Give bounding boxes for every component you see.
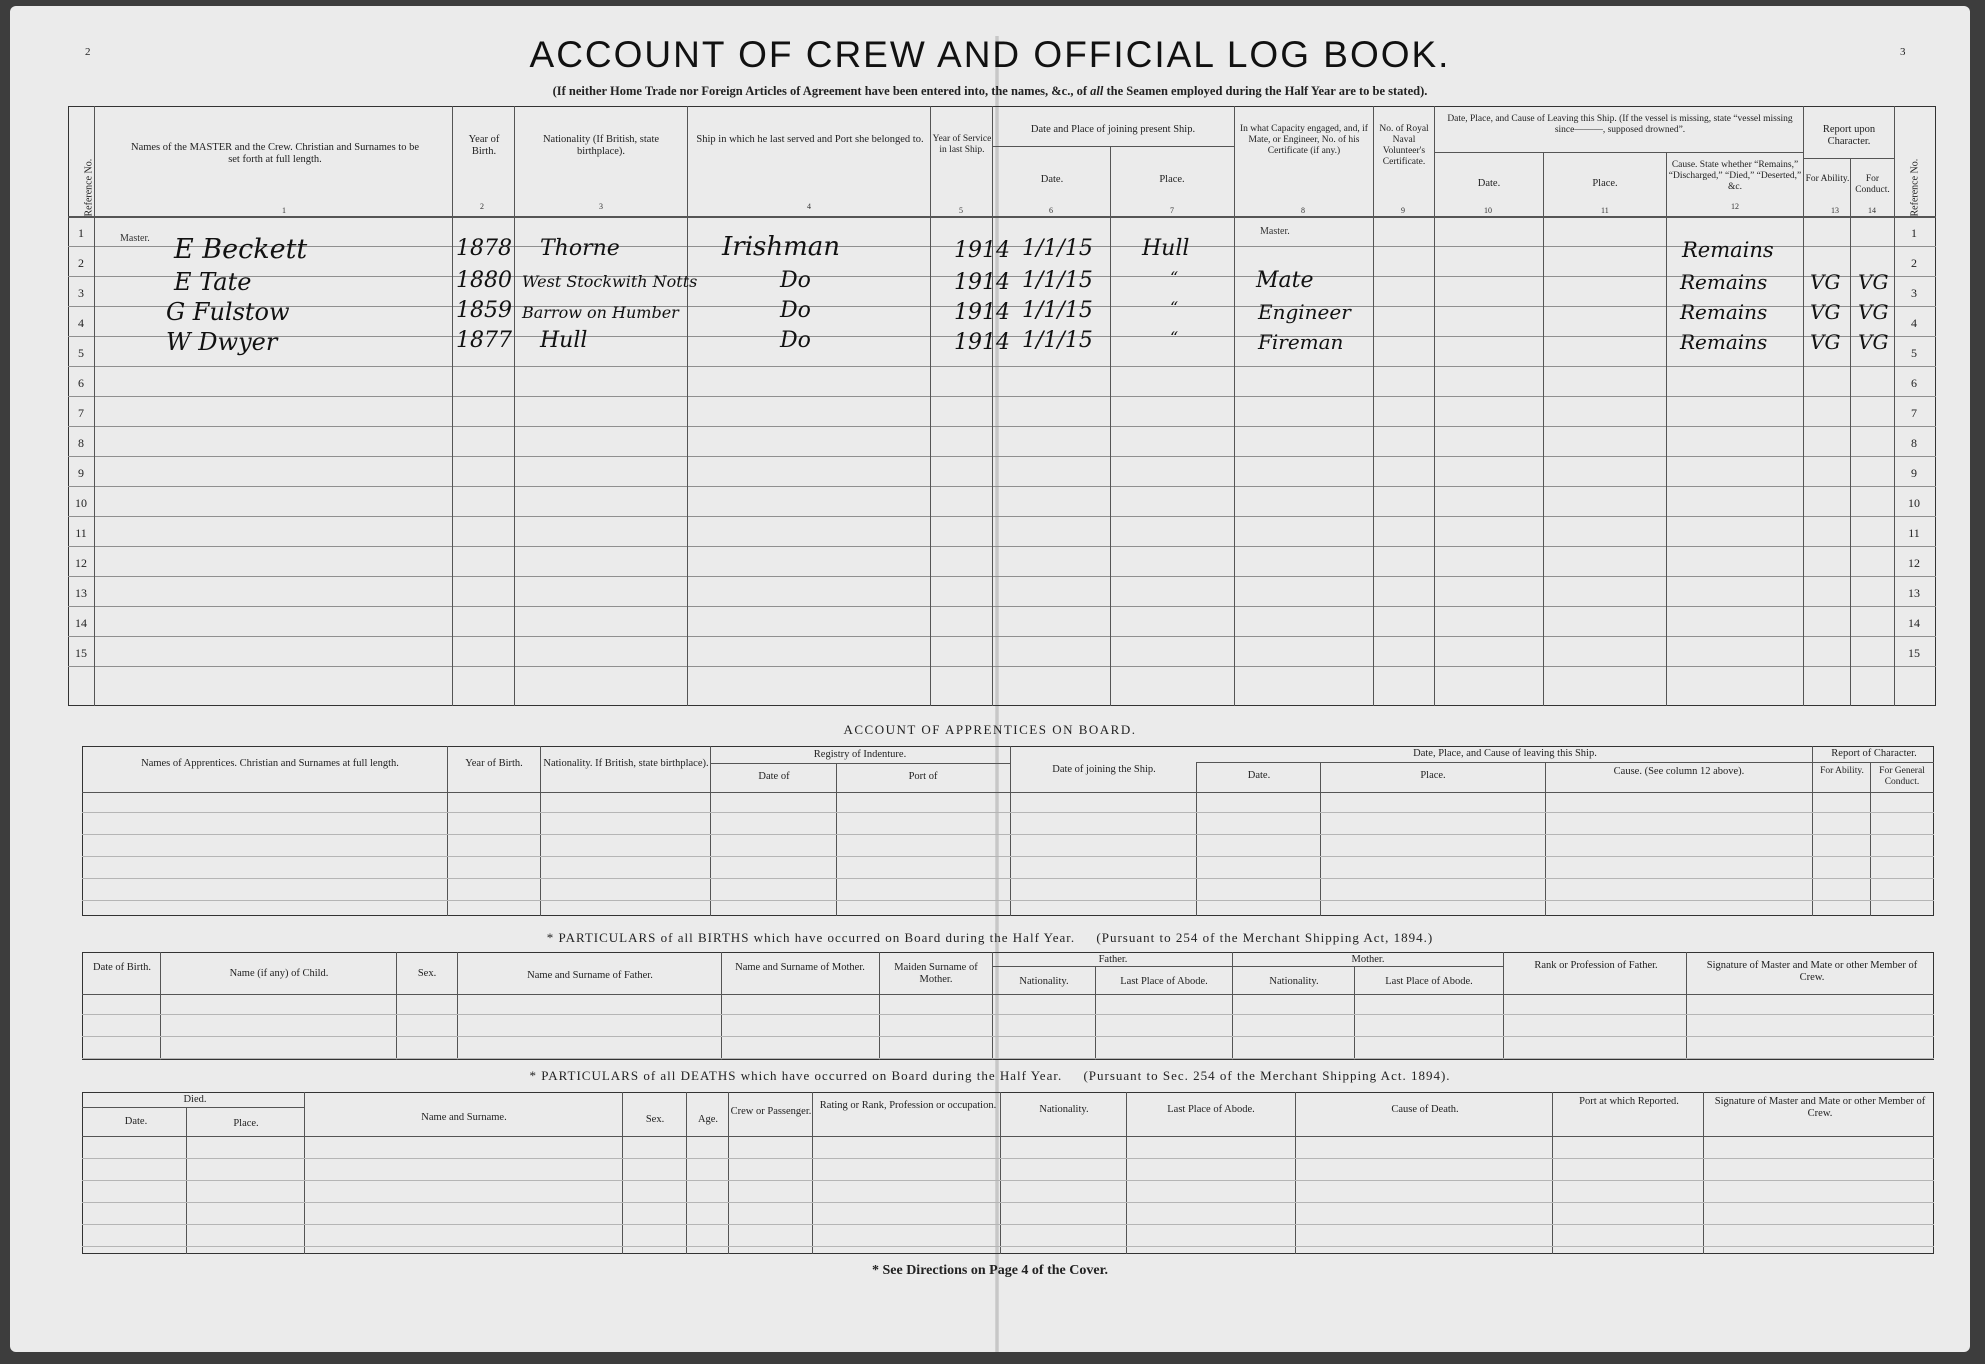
crew-name: E Tate <box>174 268 252 296</box>
app-header-place: Place. <box>1420 770 1446 781</box>
app-header-names: Names of Apprentices. Christian and Surnames at full length. <box>141 758 399 769</box>
crew-conduct: VG <box>1858 300 1889 324</box>
crew-row-rule <box>68 396 1936 397</box>
subtitle-pre: (If neither Home Trade nor Foreign Articles of Agreement have been entered into, the names, &c., of <box>552 84 1091 98</box>
crew-ship: Do <box>780 328 811 353</box>
row-number-right: 4 <box>1911 316 1917 330</box>
crew-nationality: West Stockwith Notts <box>522 272 698 291</box>
row-number-right: 10 <box>1908 496 1920 510</box>
app-header-port-of: Port of <box>908 771 938 782</box>
crew-ability: VG <box>1810 330 1841 354</box>
birth-header-f-abode: Last Place of Abode. <box>1120 976 1208 987</box>
app-header-date: Date. <box>1247 770 1271 781</box>
col-number: 3 <box>599 202 603 211</box>
row-number-right: 3 <box>1911 286 1917 300</box>
col-number: 12 <box>1731 202 1739 211</box>
col-number: 8 <box>1301 206 1305 215</box>
crew-row-rule <box>68 426 1936 427</box>
subtitle-em: all <box>1090 84 1104 98</box>
master-label-capacity: Master. <box>1260 226 1290 237</box>
row-number-right: 13 <box>1908 586 1920 600</box>
col-line <box>1110 146 1111 706</box>
row-number-left: 7 <box>78 406 84 420</box>
crew-row-rule <box>68 486 1936 487</box>
ruled-line <box>82 900 1934 901</box>
row-number-left: 14 <box>75 616 87 630</box>
death-header-age: Age. <box>697 1114 719 1125</box>
crew-cause: Remains <box>1680 330 1768 354</box>
death-header-place: Place. <box>233 1118 259 1129</box>
page-title: ACCOUNT OF CREW AND OFFICIAL LOG BOOK. <box>529 34 1451 75</box>
group-line <box>710 763 1010 764</box>
crew-table <box>68 106 1936 706</box>
col-line <box>1666 152 1667 706</box>
ruled-line <box>82 812 1934 813</box>
row-number-left: 4 <box>78 316 84 330</box>
header-names: Names of the MASTER and the Crew. Christian and Surnames to be set forth at full length. <box>130 142 420 166</box>
col-line <box>457 952 458 1060</box>
birth-header-mother-name: Name and Surname of Mother. <box>735 962 865 973</box>
header-year-service: Year of Service in last Ship. <box>932 134 992 155</box>
col-line <box>992 106 993 706</box>
header-rnv: No. of Royal Naval Volunteer's Certificate. <box>1379 124 1429 167</box>
ruled-line <box>82 878 1934 879</box>
crew-ability: VG <box>1810 300 1841 324</box>
crew-row-rule <box>68 666 1936 667</box>
col-number: 11 <box>1601 206 1609 215</box>
birth-header-f-nationality: Nationality. <box>1019 976 1069 987</box>
col-number: 13 <box>1831 206 1839 215</box>
deaths-title-line <box>10 1068 1970 1084</box>
ruled-line <box>82 1058 1934 1059</box>
col-number: 4 <box>807 202 811 211</box>
crew-service: 1914 <box>954 238 1010 263</box>
crew-place: “ <box>1170 268 1179 287</box>
crew-year: 1877 <box>456 328 512 353</box>
ruled-line <box>82 1158 1934 1159</box>
col-line <box>447 746 448 916</box>
ruled-line <box>82 834 1934 835</box>
page-number-left: 2 <box>85 46 91 58</box>
col-line <box>836 763 837 916</box>
apprentices-header-bottom <box>82 792 1934 793</box>
crew-nationality: Barrow on Humber <box>522 303 679 322</box>
col-number: 7 <box>1170 206 1174 215</box>
col-line <box>396 952 397 1060</box>
crew-ship: Do <box>780 298 811 323</box>
col-line <box>930 106 931 706</box>
birth-header-father-name: Name and Surname of Father. <box>527 970 653 981</box>
crew-cause: Remains <box>1680 300 1768 324</box>
header-conduct: For Conduct. <box>1855 174 1890 195</box>
birth-header-father: Father. <box>1098 954 1128 965</box>
death-header-died: Died. <box>183 1094 207 1105</box>
header-ship-last: Ship in which he last served and Port she belonged to. <box>696 134 924 145</box>
row-number-left: 1 <box>78 226 84 240</box>
birth-header-m-abode: Last Place of Abode. <box>1385 976 1473 987</box>
crew-date: 1/1/15 <box>1022 268 1093 293</box>
row-number-left: 10 <box>75 496 87 510</box>
col-line <box>992 952 993 1060</box>
crew-capacity: Fireman <box>1258 330 1344 354</box>
group-line <box>82 1107 304 1108</box>
death-header-cause: Cause of Death. <box>1391 1104 1459 1115</box>
crew-row-rule <box>68 606 1936 607</box>
app-header-report: Report of Character. <box>1831 748 1917 759</box>
crew-place: “ <box>1170 328 1179 347</box>
col-line <box>1803 106 1804 706</box>
col-line <box>1812 746 1813 916</box>
crew-ability: VG <box>1810 270 1841 294</box>
group-line <box>1803 158 1894 159</box>
crew-service: 1914 <box>954 300 1010 325</box>
app-header-ability: For Ability. <box>1820 766 1864 776</box>
header-leave-place: Place. <box>1592 178 1618 189</box>
birth-header-rank: Rank or Profession of Father. <box>1534 960 1658 971</box>
deaths-title: * PARTICULARS of all DEATHS which have occurred on Board during the Half Year. <box>529 1068 1063 1083</box>
births-header-bottom <box>82 994 1934 995</box>
col-line <box>687 106 688 706</box>
app-header-leaving: Date, Place, and Cause of leaving this Ship. <box>1413 748 1597 759</box>
header-report: Report upon Character. <box>1822 124 1876 148</box>
app-header-conduct: For General Conduct. <box>1879 766 1925 787</box>
footer-note: * See Directions on Page 4 of the Cover. <box>871 1263 1109 1278</box>
row-number-right: 9 <box>1911 466 1917 480</box>
col-line <box>540 746 541 916</box>
death-header-port: Port at which Reported. <box>1579 1096 1679 1107</box>
header-ref: Reference No. <box>83 158 95 217</box>
ruled-line <box>82 1180 1934 1181</box>
col-line <box>1126 1092 1127 1254</box>
header-ability: For Ability. <box>1805 174 1850 184</box>
col-line <box>1894 106 1895 706</box>
births-title: * PARTICULARS of all BIRTHS which have occurred on Board during the Half Year. <box>546 930 1076 945</box>
birth-header-date: Date of Birth. <box>92 962 152 973</box>
col-line <box>304 1092 305 1254</box>
row-number-right: 5 <box>1911 346 1917 360</box>
crew-year: 1878 <box>456 236 512 261</box>
row-number-left: 11 <box>75 526 87 540</box>
col-line <box>879 952 880 1060</box>
crew-nationality: Thorne <box>540 236 620 261</box>
birth-header-mother: Mother. <box>1351 954 1385 965</box>
col-line <box>452 106 453 706</box>
col-line <box>1850 158 1851 706</box>
crew-ship: Do <box>780 268 811 293</box>
crew-row-rule <box>68 546 1936 547</box>
master-label: Master. <box>120 233 150 244</box>
col-line <box>1196 762 1197 916</box>
ruled-line <box>82 1246 1934 1247</box>
col-line <box>728 1092 729 1254</box>
birth-header-child: Name (if any) of Child. <box>229 968 329 979</box>
row-number-right: 2 <box>1911 256 1917 270</box>
crew-place: “ <box>1170 298 1179 317</box>
crew-date: 1/1/15 <box>1022 236 1093 261</box>
death-header-crew: Crew or Passenger. <box>730 1106 812 1117</box>
row-number-left: 6 <box>78 376 84 390</box>
crew-year: 1880 <box>456 268 512 293</box>
header-cause: Cause. State whether “Remains,” “Discharged,” “Died,” “Deserted,” &c. <box>1668 160 1802 192</box>
row-number-left: 8 <box>78 436 84 450</box>
crew-cause: Remains <box>1682 238 1774 262</box>
col-line <box>1234 106 1235 706</box>
death-header-name: Name and Surname. <box>421 1112 507 1123</box>
col-line <box>1354 966 1355 1060</box>
col-line <box>1686 952 1687 1060</box>
death-header-signature: Signature of Master and Mate or other Member of Crew. <box>1714 1096 1926 1120</box>
row-number-right: 8 <box>1911 436 1917 450</box>
row-number-left: 13 <box>75 586 87 600</box>
col-number: 9 <box>1401 206 1405 215</box>
ruled-line <box>82 1014 1934 1015</box>
app-header-nationality: Nationality. If British, state birthplace). <box>543 758 709 769</box>
crew-name: W Dwyer <box>166 328 278 356</box>
birth-header-maiden: Maiden Surname of Mother. <box>894 962 978 986</box>
crew-capacity: Mate <box>1256 268 1314 293</box>
app-header-date-of: Date of <box>758 771 790 782</box>
group-line <box>992 966 1503 967</box>
col-number: 10 <box>1484 206 1492 215</box>
group-line <box>992 146 1234 147</box>
col-line <box>721 952 722 1060</box>
crew-conduct: VG <box>1858 270 1889 294</box>
row-number-right: 7 <box>1911 406 1917 420</box>
col-line <box>1373 106 1374 706</box>
row-number-right: 6 <box>1911 376 1917 390</box>
col-line <box>1000 1092 1001 1254</box>
crew-year: 1859 <box>456 298 512 323</box>
page-subtitle <box>10 84 1970 99</box>
crew-ship: Irishman <box>722 232 841 262</box>
crew-row-rule <box>68 516 1936 517</box>
header-ref-right: Reference No. <box>1909 158 1921 217</box>
death-header-date: Date. <box>124 1116 148 1127</box>
col-line <box>686 1092 687 1254</box>
ruled-line <box>82 1224 1934 1225</box>
page-number-right: 3 <box>1900 46 1906 58</box>
crew-row-rule <box>68 636 1936 637</box>
col-line <box>1320 762 1321 916</box>
group-line <box>1196 762 1934 763</box>
row-number-left: 2 <box>78 256 84 270</box>
col-line <box>160 952 161 1060</box>
col-line <box>622 1092 623 1254</box>
crew-row-rule <box>68 456 1936 457</box>
header-join-date: Date. <box>1040 174 1064 185</box>
birth-header-signature: Signature of Master and Mate or other Member of Crew. <box>1706 960 1918 984</box>
birth-header-m-nationality: Nationality. <box>1269 976 1319 987</box>
col-line <box>1552 1092 1553 1254</box>
col-line <box>1543 152 1544 706</box>
ruled-line <box>82 1202 1934 1203</box>
header-joining: Date and Place of joining present Ship. <box>1030 124 1196 135</box>
crew-nationality: Hull <box>540 328 588 353</box>
crew-place: Hull <box>1142 236 1190 261</box>
row-number-right: 15 <box>1908 646 1920 660</box>
crew-service: 1914 <box>954 270 1010 295</box>
col-line <box>710 746 711 916</box>
header-capacity: In what Capacity engaged, and, if Mate, or Engineer, No. of his Certificate (if any.) <box>1240 124 1368 156</box>
row-number-right: 11 <box>1908 526 1920 540</box>
header-leaving: Date, Place, and Cause of Leaving this Ship. (If the vessel is missing, state “vessel missing since———, supposed drowned”. <box>1447 114 1793 135</box>
log-book-spread <box>10 6 1970 1352</box>
apprentices-title: ACCOUNT OF APPRENTICES ON BOARD. <box>843 722 1137 737</box>
app-header-registry: Registry of Indenture. <box>813 749 907 760</box>
ruled-line <box>82 1036 1934 1037</box>
death-header-abode: Last Place of Abode. <box>1167 1104 1255 1115</box>
row-number-right: 12 <box>1908 556 1920 570</box>
col-line <box>1010 746 1011 916</box>
births-act: (Pursuant to 254 of the Merchant Shipping Act, 1894.) <box>1096 930 1434 945</box>
row-number-left: 12 <box>75 556 87 570</box>
crew-service: 1914 <box>954 330 1010 355</box>
crew-date: 1/1/15 <box>1022 298 1093 323</box>
col-line <box>1434 106 1435 706</box>
ruled-line <box>82 856 1934 857</box>
row-number-left: 5 <box>78 346 84 360</box>
crew-row-rule <box>68 366 1936 367</box>
death-header-nationality: Nationality. <box>1039 1104 1089 1115</box>
header-nationality: Nationality (If British, state birthplace). <box>542 134 660 158</box>
app-header-year: Year of Birth. <box>465 758 523 769</box>
crew-date: 1/1/15 <box>1022 328 1093 353</box>
crew-name: G Fulstow <box>166 298 290 326</box>
deaths-act: (Pursuant to Sec. 254 of the Merchant Shipping Act. 1894). <box>1083 1068 1451 1083</box>
birth-header-sex: Sex. <box>417 968 437 979</box>
col-line <box>1232 952 1233 1060</box>
subtitle-post: the Seamen employed during the Half Year are to be stated). <box>1103 84 1428 98</box>
crew-header-bottom <box>68 216 1936 218</box>
row-number-right: 1 <box>1911 226 1917 240</box>
row-number-left: 15 <box>75 646 87 660</box>
crew-cause: Remains <box>1680 270 1768 294</box>
col-number: 2 <box>480 202 484 211</box>
crew-name: E Beckett <box>174 234 308 265</box>
col-number: 1 <box>282 206 286 215</box>
col-number: 14 <box>1868 206 1876 215</box>
crew-conduct: VG <box>1858 330 1889 354</box>
row-number-left: 3 <box>78 286 84 300</box>
col-number: 5 <box>959 206 963 215</box>
group-line <box>1434 152 1803 153</box>
row-number-right: 14 <box>1908 616 1920 630</box>
crew-row-rule <box>68 576 1936 577</box>
col-line <box>1545 762 1546 916</box>
col-line <box>1295 1092 1296 1254</box>
col-line <box>514 106 515 706</box>
births-title-line <box>10 930 1970 946</box>
death-header-sex: Sex. <box>645 1114 665 1125</box>
crew-capacity: Engineer <box>1258 300 1351 324</box>
col-line <box>1503 952 1504 1060</box>
col-line <box>1703 1092 1704 1254</box>
death-header-rating: Rating or Rank, Profession or occupation. <box>819 1100 997 1111</box>
col-number: 6 <box>1049 206 1053 215</box>
col-line <box>1095 966 1096 1060</box>
deaths-header-bottom <box>82 1136 1934 1137</box>
col-line <box>812 1092 813 1254</box>
header-year-birth: Year of Birth. <box>468 134 500 158</box>
row-number-left: 9 <box>78 466 84 480</box>
header-join-place: Place. <box>1159 174 1185 185</box>
app-header-cause: Cause. (See column 12 above). <box>1613 766 1745 777</box>
header-leave-date: Date. <box>1477 178 1501 189</box>
app-header-joining: Date of joining the Ship. <box>1052 764 1156 775</box>
